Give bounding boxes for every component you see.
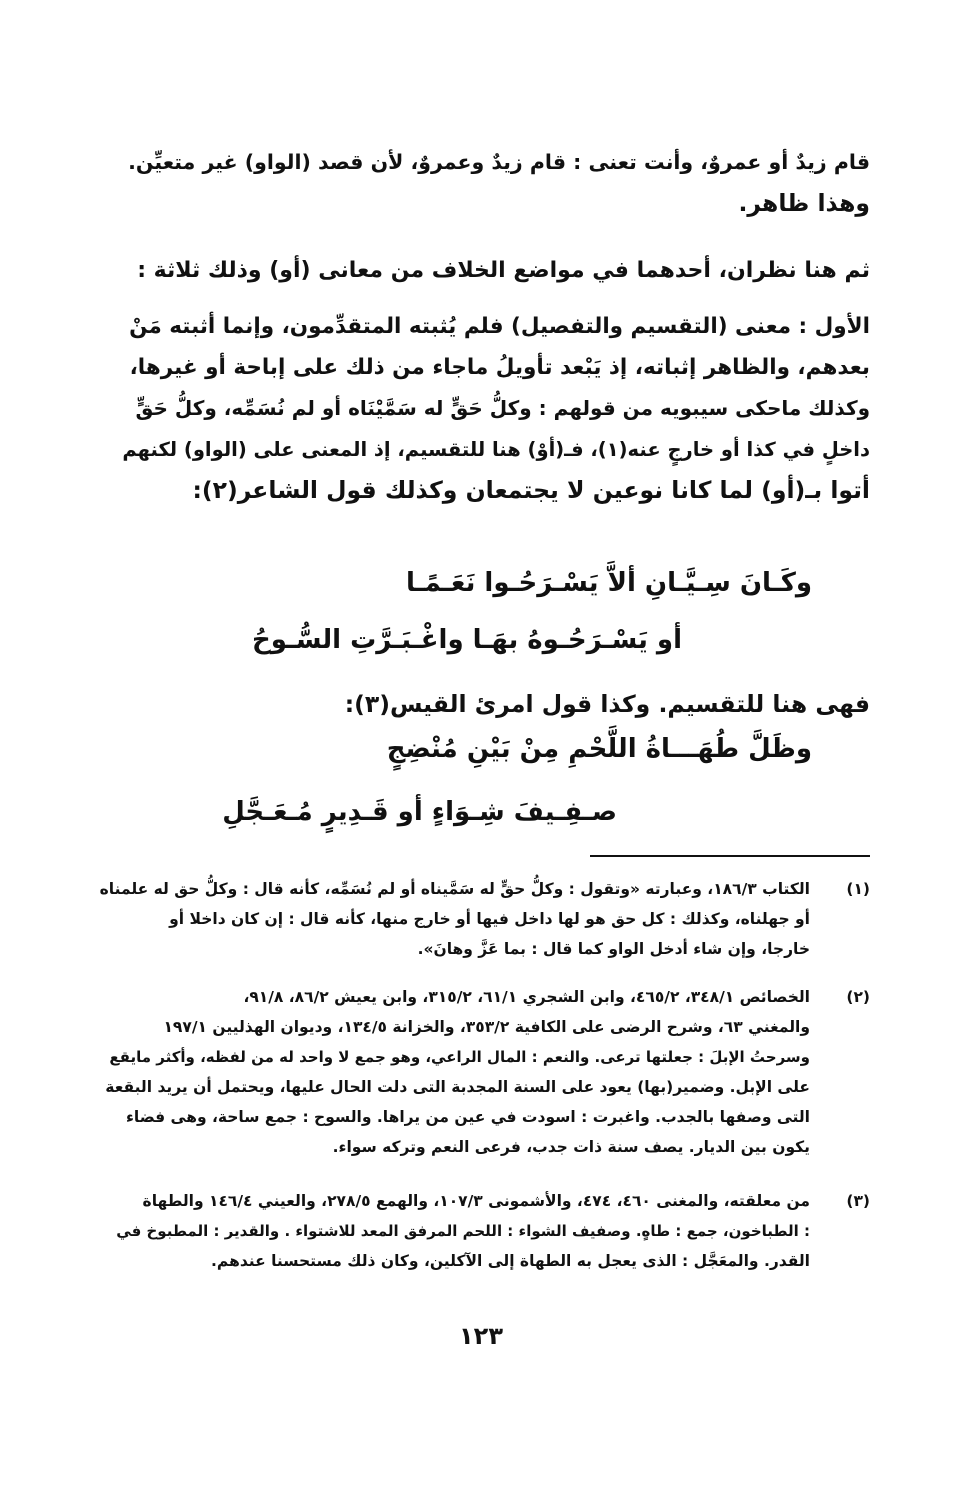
footnote-2 xyxy=(94,982,870,1162)
paragraph-4 xyxy=(122,684,870,725)
verse-2-hemistich-2: صـفِـيفَ شِـوَاءٍ أو قَـدِيرٍ مُـعَـجَّلِ xyxy=(222,797,617,827)
footnote-line: وسرحتُ الإبلَ : جعلتها ترعى. والنعم : المال الراعي، وهو جمع لا واحد له من لفظه، وأكثر مايقع xyxy=(109,1048,810,1066)
verse-2-hemistich-1: وظَلَّ طُهَـــاةُ اللَّحْمِ مِنْ بَيْنِ مُنْضِجٍ xyxy=(386,734,812,764)
footnote-line: والمغني ٦٣، وشرح الرضى على الكافية ٣٥٣/٢، والخزانة ١٣٤/٥، وديوان الهذليين ١٩٧/١ xyxy=(163,1018,810,1036)
footnote-line: يكون بين الديار. يصف سنة ذات جدب، فرعى النعم وتركه سواء. xyxy=(332,1138,810,1156)
footnote-line: خارجا، وإن شاء أدخل الواو كما قال : بما عَزَّ وهانَ». xyxy=(417,940,810,958)
text-line: وكذلك ماحكى سيبويه من قولهم : وكلُّ حَقٍّ له سَمَّيْنَاه أو لم نُسَمِّه، وكلُّ حَقٍّ xyxy=(135,396,870,420)
footnote-line: من معلقته، والمغنى ٤٦٠، ٤٧٤، والأشمونى ١٠٧/٣، والهمع ٢٧٨/٥، والعيني ١٤٦/٤ والطهاة xyxy=(142,1192,810,1210)
footnote-number: (١) xyxy=(846,880,870,898)
text-line: قام زيدٌ أو عمروٌ، وأنت تعنى : قام زيدٌ وعمروٌ، لأن قصد (الواو) غير متعيِّن. xyxy=(128,150,870,174)
text-line: فهى هنا للتقسيم. وكذا قول امرئ القيس(٣): xyxy=(344,690,870,718)
footnote-line: الخصائص ٣٤٨/١، ٤٦٥/٢، وابن الشجري ٦١/١، ٣١٥/٢، وابن يعيش ٨٦/٢، ٩١/٨، xyxy=(243,988,810,1006)
text-line: بعدهم، والظاهر إثباته، إذ يَبْعد تأويلُ ماجاء من ذلك على إباحة أو غيرها، xyxy=(129,355,870,380)
footnote-line: التى وصفها بالجدب. واغبرت : اسودت في عين من يراها. والسوح : جمع ساحة، وهى فضاء xyxy=(125,1108,810,1126)
footnote-line: الكتاب ١٨٦/٣، وعبارته «وتقول : وكلُّ حقٍّ له سَمَّيناه أو لم نُسَمِّه، كأنه قال : وكلُّ حق له علمناه xyxy=(99,880,810,898)
page-number: ١٢٣ xyxy=(459,1322,503,1350)
verse-1-hemistich-2: أو يَسْـرَحُـوهُ بهَـا واغْـبَـرَّتِ السُّـوحُ xyxy=(252,625,682,655)
text-line: ثم هنا نظران، أحدهما في مواضع الخلاف من معانى (أو) وذلك ثلاثة : xyxy=(137,258,870,283)
text-line: الأول : معنى (التقسيم والتفصيل) فلم يُثبته المتقدِّمون، وإنما أثبته مَنْ xyxy=(129,314,870,339)
footnote-3 xyxy=(94,1186,870,1276)
footnote-number: (٣) xyxy=(846,1192,870,1210)
paragraph-3 xyxy=(122,306,870,511)
paragraph-2 xyxy=(122,250,870,291)
text-line: داخلٍ في كذا أو خارجٍ عنه(١)، فـ(أوْ) هنا للتقسيم، إذ المعنى على (الواو) لكنهم xyxy=(122,438,870,461)
footnote-line: القدر. والمعَجَّل : الذى يعجل به الطهاة إلى الآكلين، وكان ذلك مستحسنا عندهم. xyxy=(211,1252,810,1270)
text-line: أتوا بـ(أو) لما كانا نوعين لا يجتمعان وكذلك قول الشاعر(٢): xyxy=(192,476,870,504)
footnote-line: أو جهلناه، وكذلك : كل حق هو لها داخل فيها أو خارج منها، كأنه قال : إن كان داخلا أو xyxy=(169,910,810,928)
footnote-separator xyxy=(590,855,870,857)
verse-1-hemistich-1: وكَـانَ سِـيَّـانِ ألاَّ يَسْـرَحُـوا نَعَـمًـا xyxy=(405,568,812,598)
footnote-1 xyxy=(94,874,870,964)
text-line: وهذا ظاهر. xyxy=(738,189,870,217)
footnote-line: على الإبل. وضمير(بها) يعود على السنة المجدبة التى دلت الحال عليها، ويحتمل أن يريد البقعة xyxy=(105,1078,810,1096)
footnote-number: (٢) xyxy=(846,988,870,1006)
paragraph-1 xyxy=(122,142,870,224)
footnote-line: : الطباخون، جمع : طاهٍ. وصفيف الشواء : اللحم المرفق المعد للاشتواء . والقدير : المطبوخ في xyxy=(116,1222,810,1240)
